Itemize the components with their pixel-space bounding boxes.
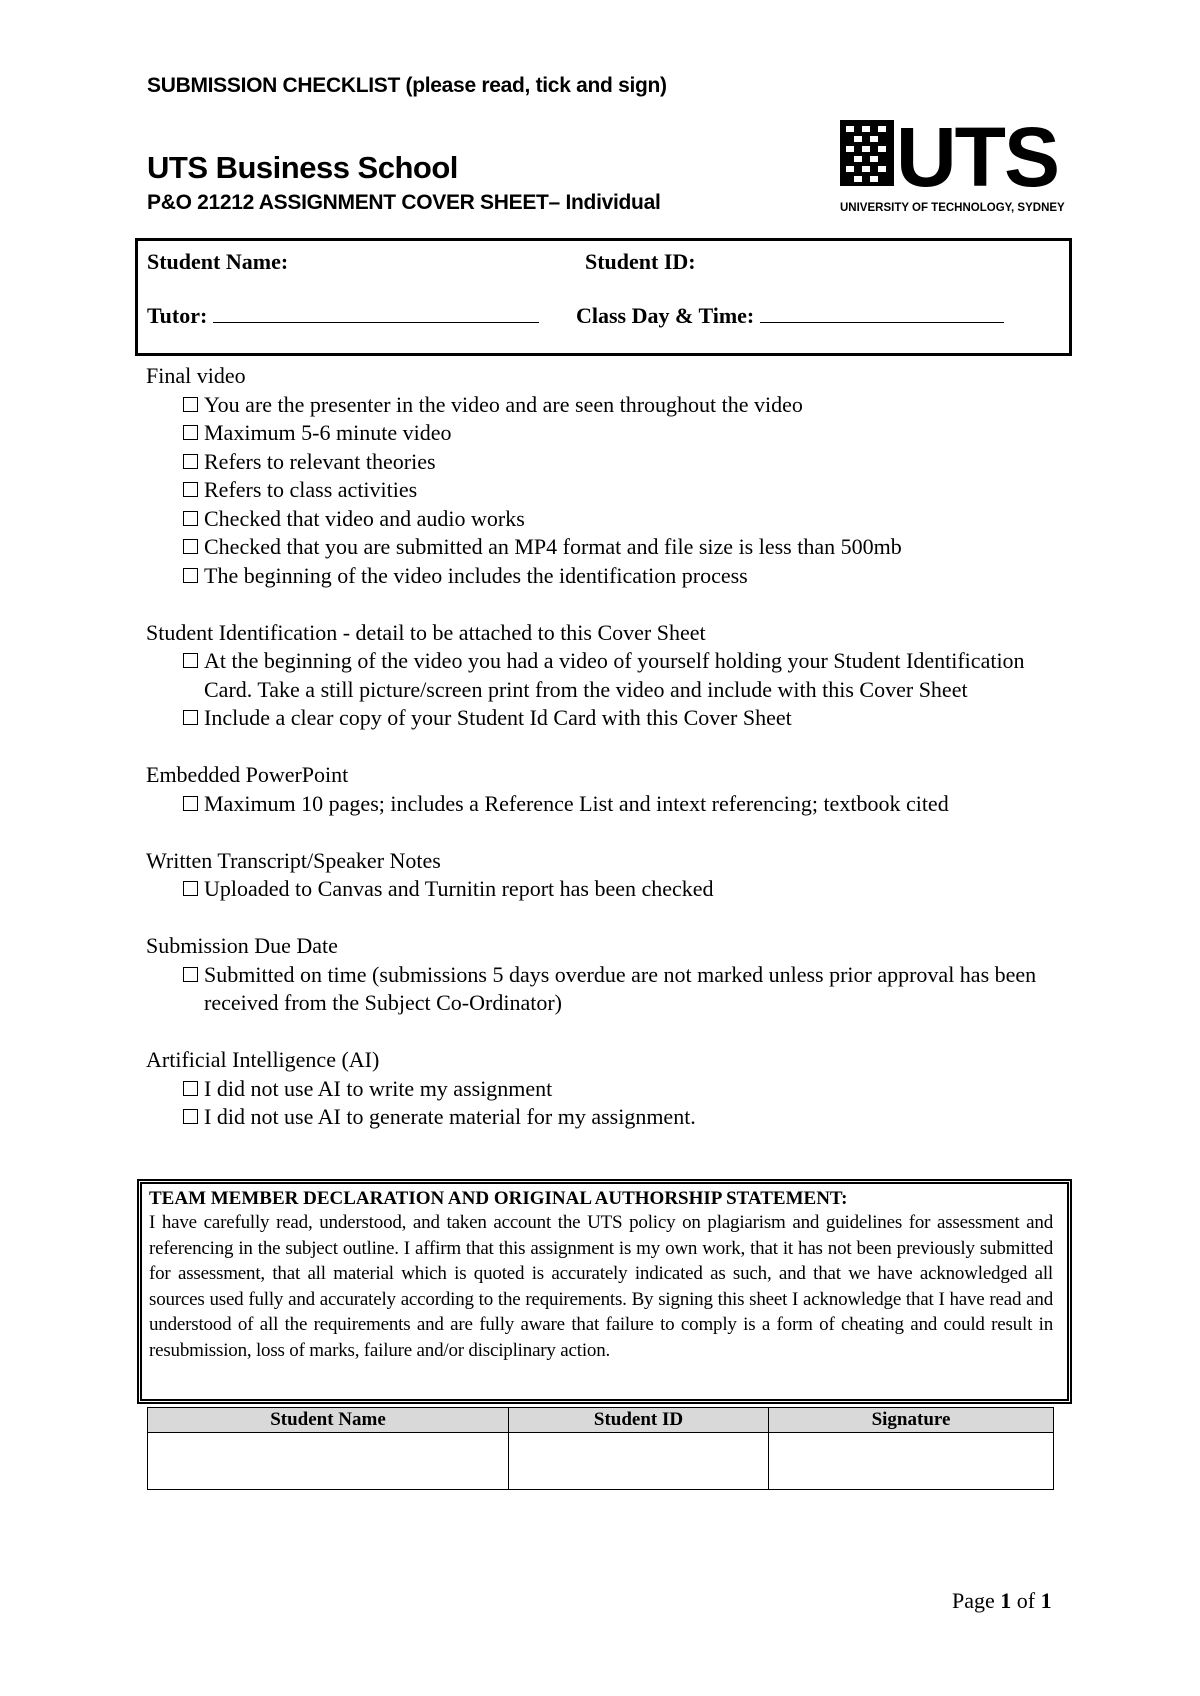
tutor-label: Tutor:	[147, 303, 208, 328]
checklist-item-label: Maximum 5-6 minute video	[204, 420, 452, 445]
class-day-time-line[interactable]	[760, 304, 1004, 323]
checklist-item[interactable]	[183, 1075, 1076, 1104]
checkbox[interactable]	[183, 1109, 198, 1124]
section-submission-due-date	[146, 932, 1076, 1018]
checklist-item[interactable]	[183, 562, 1076, 591]
tutor-line[interactable]	[213, 304, 539, 323]
checklist-item[interactable]	[183, 419, 1076, 448]
checklist-item-label: You are the presenter in the video and are seen throughout the video	[204, 391, 803, 417]
section-title: Embedded PowerPoint	[146, 762, 349, 787]
checkbox[interactable]	[183, 511, 198, 526]
checklist-item[interactable]	[183, 790, 1076, 819]
checkbox[interactable]	[183, 482, 198, 497]
student-name-label: Student Name:	[147, 249, 289, 274]
section-title: Submission Due Date	[146, 933, 338, 958]
checklist-title: SUBMISSION CHECKLIST (please read, tick and sign)	[147, 74, 667, 97]
checkbox[interactable]	[183, 710, 198, 725]
checklist-item[interactable]	[183, 476, 1076, 505]
checkbox[interactable]	[183, 454, 198, 469]
section-final-video	[146, 362, 1076, 590]
signature-cell[interactable]	[769, 1433, 1054, 1490]
logo-text: UTS	[896, 116, 1058, 204]
checklist-item-label: I did not use AI to generate material for my assignment.	[204, 1104, 696, 1129]
section-title: Written Transcript/Speaker Notes	[146, 847, 441, 873]
declaration-title: TEAM MEMBER DECLARATION AND ORIGINAL AUTHORSHIP STATEMENT:	[149, 1188, 848, 1209]
checklist-item-label: Maximum 10 pages; includes a Reference List and intext referencing; textbook cited	[204, 790, 949, 816]
page-number	[952, 1588, 1052, 1614]
checkbox[interactable]	[183, 967, 198, 982]
table-row	[148, 1433, 1054, 1490]
class-day-time-field[interactable]	[576, 303, 1004, 329]
student-name-cell[interactable]	[148, 1433, 509, 1490]
checkbox[interactable]	[183, 796, 198, 811]
checklist-item[interactable]	[183, 1103, 1076, 1132]
checklist-item[interactable]	[183, 533, 1076, 562]
logo-caption: UNIVERSITY OF TECHNOLOGY, SYDNEY	[840, 202, 1065, 214]
column-header-student-id: Student ID	[509, 1408, 769, 1433]
checklist-item-label: The beginning of the video includes the identification process	[204, 562, 748, 588]
cover-sheet-subtitle: P&O 21212 ASSIGNMENT COVER SHEET– Individual	[147, 191, 661, 214]
checklist-item-label: Checked that you are submitted an MP4 format and file size is less than 500mb	[204, 534, 902, 559]
section-title: Final video	[146, 363, 246, 388]
page-prefix: Page	[952, 1588, 995, 1613]
checkbox[interactable]	[183, 539, 198, 554]
checklist-item-label: Checked that video and audio works	[204, 505, 525, 531]
section-written-transcript	[146, 847, 1076, 904]
student-info-box	[135, 238, 1072, 356]
checkbox[interactable]	[183, 397, 198, 412]
checklist-item-label: Include a clear copy of your Student Id Card with this Cover Sheet	[204, 705, 792, 730]
checklist-item-label: I did not use AI to write my assignment	[204, 1075, 553, 1101]
school-title: UTS Business School	[147, 150, 458, 185]
section-title: Artificial Intelligence (AI)	[146, 1047, 380, 1072]
section-student-identification	[146, 619, 1076, 733]
signature-table	[147, 1407, 1054, 1490]
checklist-item[interactable]	[183, 961, 1076, 1018]
checkbox[interactable]	[183, 653, 198, 668]
checklist-item[interactable]	[183, 391, 1076, 420]
checkbox[interactable]	[183, 881, 198, 896]
checkbox[interactable]	[183, 1081, 198, 1096]
section-title: Student Identification - detail to be attached to this Cover Sheet	[146, 619, 706, 645]
tutor-field[interactable]	[147, 303, 539, 329]
checklist-item-label: At the beginning of the video you had a video of yourself holding your Student Identification Card. Take a still picture/screen print from the video and include with this Cover Sheet	[204, 648, 1025, 702]
section-embedded-powerpoint	[146, 761, 1076, 818]
checklist-item[interactable]	[183, 647, 1076, 704]
column-header-signature: Signature	[769, 1408, 1054, 1433]
uts-logo	[840, 116, 1072, 216]
checklist-item[interactable]	[183, 704, 1076, 733]
checklist-item-label: Refers to class activities	[204, 477, 418, 502]
declaration-box	[137, 1179, 1072, 1404]
checkbox[interactable]	[183, 568, 198, 583]
page-current: 1	[1000, 1588, 1012, 1613]
section-artificial-intelligence	[146, 1046, 1076, 1132]
checklist-item-label: Uploaded to Canvas and Turnitin report has been checked	[204, 876, 714, 901]
uts-crest-icon	[840, 116, 1072, 216]
checklist-item[interactable]	[183, 875, 1076, 904]
page-of: of	[1016, 1588, 1036, 1613]
submission-checklist	[146, 362, 1076, 1132]
checklist-item[interactable]	[183, 505, 1076, 534]
column-header-student-name: Student Name	[148, 1408, 509, 1433]
checklist-item-label: Refers to relevant theories	[204, 448, 436, 474]
page-total: 1	[1040, 1588, 1052, 1613]
student-id-label: Student ID:	[585, 249, 696, 274]
checklist-item-label: Submitted on time (submissions 5 days overdue are not marked unless prior approval has been received from the Subject Co-Ordinator)	[204, 961, 1037, 1015]
declaration-body: I have carefully read, understood, and taken account the UTS policy on plagiarism and guidelines for assessment and referencing in the subject outline. I affirm that this assignment is my own work, that it has not been previously submitted for assessment, that all material which is quoted is accurately indicated as such, and that we have acknowledged all sources used fully and accurately according to the requirements. By signing this sheet I acknowledge that I have read and understood of all the requirements and are fully aware that failure to comply is a form of cheating and could result in resubmission, loss of marks, failure and/or disciplinary action.	[149, 1212, 1053, 1361]
class-day-time-label: Class Day & Time:	[576, 303, 755, 328]
checkbox[interactable]	[183, 425, 198, 440]
checklist-item[interactable]	[183, 448, 1076, 477]
student-id-cell[interactable]	[509, 1433, 769, 1490]
